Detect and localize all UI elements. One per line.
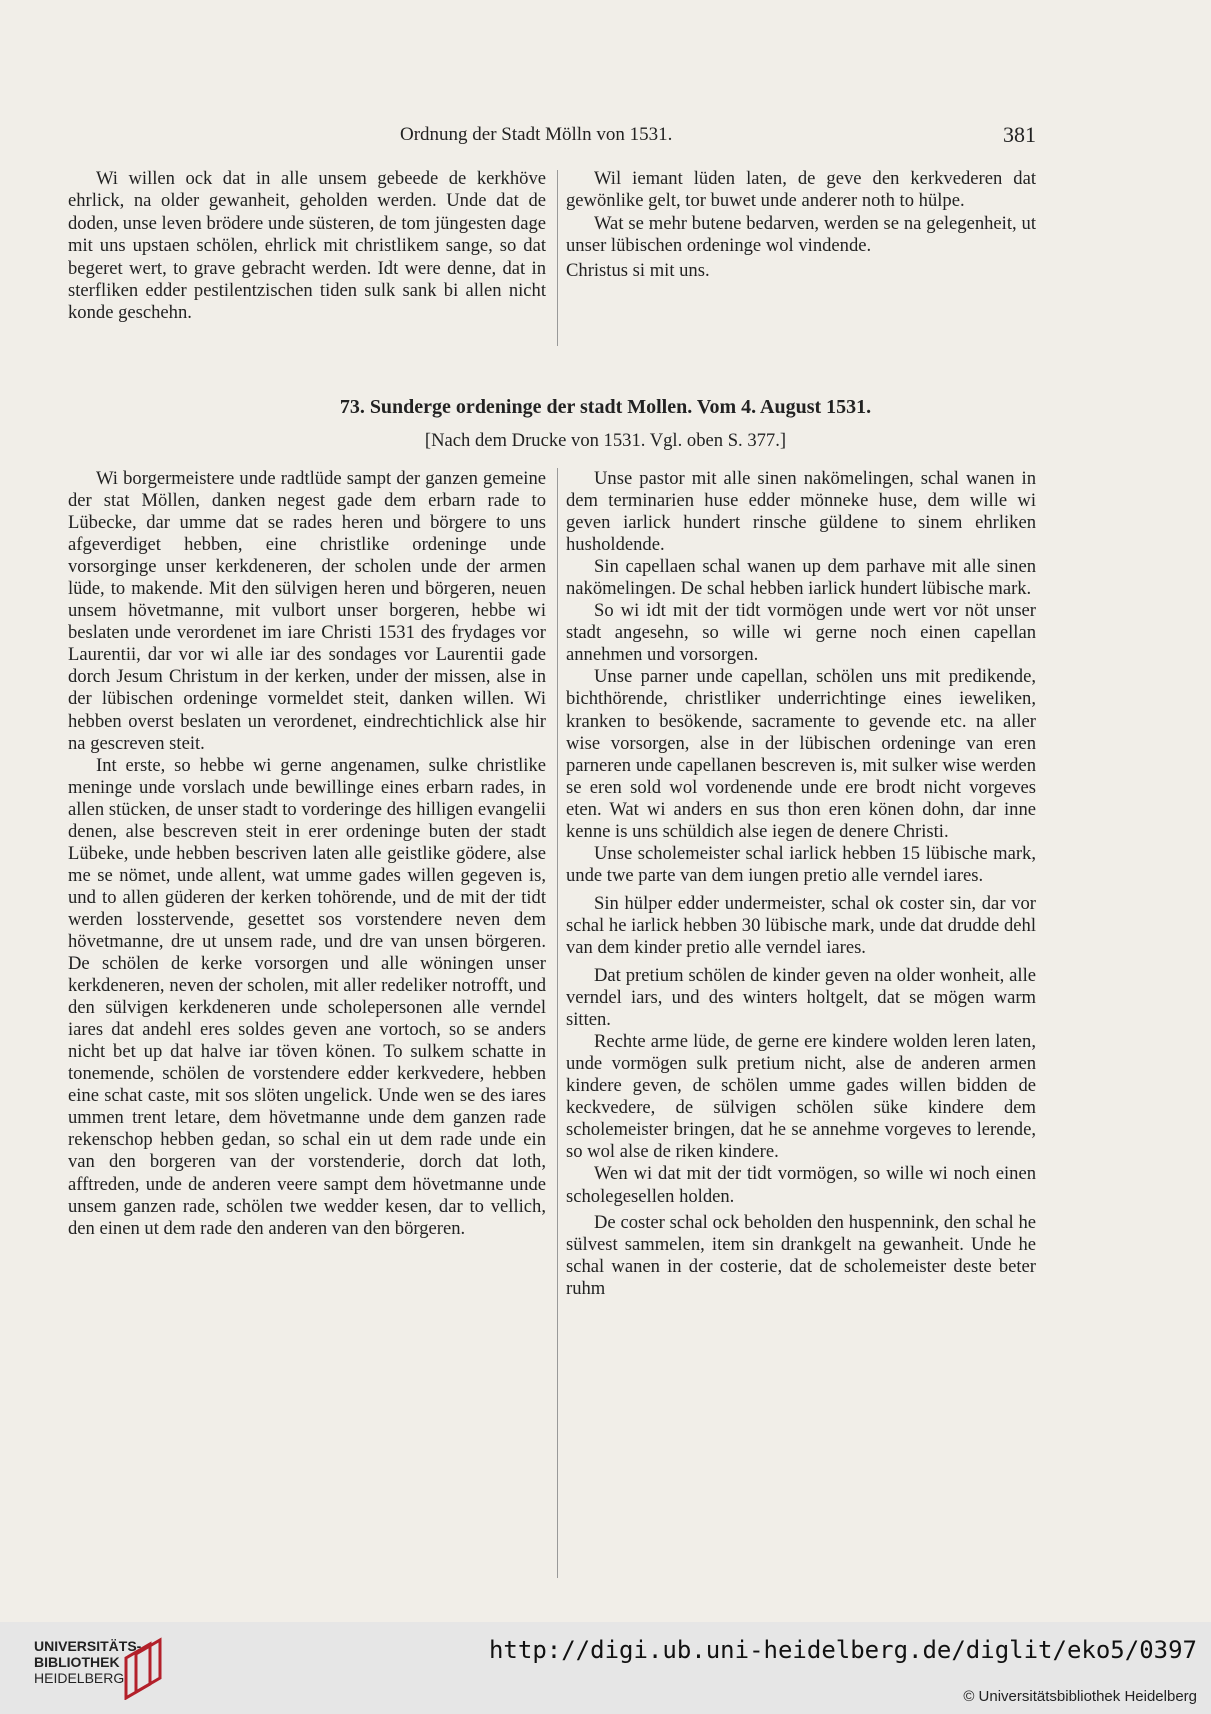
library-logo-icon bbox=[120, 1636, 168, 1700]
paragraph: De coster schal ock beholden den huspennink, den schal he sülvest sammelen, item sin drankgelt na gewanheit. Unde he schal wanen in der costerie, dat de scholemeister deste beter ruhm bbox=[566, 1211, 1036, 1299]
permalink-url[interactable]: http://digi.ub.uni-heidelberg.de/diglit/eko5/0397 bbox=[488, 1636, 1197, 1664]
column-divider bbox=[557, 468, 558, 1578]
paragraph: Sin hülper edder undermeister, schal ok coster sin, dar vor schal he iarlick hebben 30 lübische mark, unde dat drudde dehl van dem kinder pretio alle verndel iares. bbox=[566, 892, 1036, 958]
logo-line: UNIVERSITÄTS- bbox=[34, 1638, 142, 1654]
library-footer bbox=[0, 1622, 1211, 1714]
copyright-notice: © Universitätsbibliothek Heidelberg bbox=[963, 1688, 1197, 1705]
section-source-note: [Nach dem Drucke von 1531. Vgl. oben S. 377.] bbox=[424, 430, 787, 451]
paragraph: Unse parner unde capellan, schölen uns mit predikende, bichthörende, christliker underrichtinge eines ieweliken, kranken to besökende, sacramente to gevende etc. na aller wise vorsorgen, alse in der lübischen ordeninge van eren parneren unde capellanen bescreven is, mit sulker wise werden se eren sold wol vordenende unde ere brodt nicht vorgeves eten. Wat wi anders en sus thon eren könen dohn, dar inne kenne is uns schüldich alse iegen de denere Christi. bbox=[566, 666, 1036, 842]
paragraph: Wi willen ock dat in alle unsem gebeede de kerkhöve ehrlick, na older gewanheit, geholden werden. Unde dat de doden, unse leven brödere unde süsteren, de tom jüngesten dage mit uns upstaen schölen, ehrlick mit christlikem sange, so dat begeret wert, to grave gebracht werden. Idt were denne, dat in sterfliken edder pestilentzischen tiden sulk sank bi allen nicht konde geschehn. bbox=[68, 168, 546, 324]
paragraph: Unse scholemeister schal iarlick hebben 15 lübische mark, unde twe parte van dem iungen pretio alle verndel iares. bbox=[566, 842, 1036, 886]
running-title: Ordnung der Stadt Mölln von 1531. bbox=[400, 124, 673, 145]
paragraph: Wil iemant lüden laten, de geve den kerkvederen dat gewönlike gelt, tor buwet unde anderer noth to hülpe. bbox=[566, 168, 1036, 212]
paragraph: Dat pretium schölen de kinder geven na older wonheit, alle verndel iars, und des winters holtgelt, dat se mögen warm sitten. bbox=[566, 965, 1036, 1031]
paragraph: Wen wi dat mit der tidt vormögen, so wille wi noch einen scholegesellen holden. bbox=[566, 1163, 1036, 1207]
top-right-column bbox=[566, 168, 1036, 282]
top-left-column bbox=[68, 168, 546, 325]
page-number: 381 bbox=[1003, 122, 1036, 147]
paragraph: Wi borgermeistere unde radtlüde sampt der ganzen gemeine der stat Möllen, danken negest gade dem erbarn rade to Lübecke, dar umme dat se rades heren und börgere to uns afgeverdiget hebben, eine christlike ordeninge unde vorsorginge unser kerkdeneren, der scholen unde der armen lüde, to makende. Mit den sülvigen heren und börgeren, neuen unsem hövetmanne, mit vulbort unser borgeren, hebbe wi beslaten unde verordenet im iare Christi 1531 des frydages vor Laurentii, dar vor wi alle iar des sondages vor Laurentii gade dorch Jesum Christum in der kerken, under der missen, alse in der lübischen ordeninge vormeldet steit, danken willen. Wi hebben overst beslaten un verordenet, eindrechtichlick alse hir na gescreven steit. bbox=[68, 468, 546, 754]
paragraph: Unse pastor mit alle sinen nakömelingen, schal wanen in dem terminarien huse edder mönneke huse, dem wille wi geven iarlick hundert rinsche güldene to sinem ehrliken husholdende. bbox=[566, 468, 1036, 556]
paragraph: Int erste, so hebbe wi gerne angenamen, sulke christlike meninge unde vorslach unde bewillinge eines erbarn rades, in allen stücken, de unser stadt to vorderinge des hilligen evangelii denen, alse bescreven steit in erer ordeninge buten der stadt Lübeke, unde hebben bescriven laten alle geistlike gödere, alse me se nömet, unde allent, wat umme gades willen gegeven is, und to allen güderen der kerken tohörende, und de mit der tidt werden losstervende, gesettet sos vorstendere neven dem hövetmanne, dre ut unsem rade, und dre van unsen börgeren. De schölen de kerke vorsorgen und alle wöningen unser kerkdeneren, neven der scholen, mit aller redeliker notrofft, und den sülvigen kerkdeneren unde scholepersonen alle verndel iares dat andehl eres soldes geven ane vortoch, so se anders nicht bet up dat halve iar töven könen. To sulkem schatte in tonemende, schölen de vorstendere edder kerkvedere, hebben eine schat caste, mit sos slöten ungelick. Unde wen se des iares ummen trent letare, dem hövetmanne unde dem ganzen rade rekenschop hebben gedan, so schal ein ut dem rade unde ein van den borgeren van der vorstenderie, dorch dat loth, afftreden, unde de anderen veere sampt dem hövetmanne unde unsem ganzen rade, schölen twe wedder kesen, dar to vellich, den einen ut dem rade den anderen van den börgeren. bbox=[68, 754, 546, 1239]
paragraph: So wi idt mit der tidt vormögen unde wert vor nöt unser stadt angesehn, so wille wi gerne noch einen capellan annehmen und vorsorgen. bbox=[566, 600, 1036, 666]
paragraph: Rechte arme lüde, de gerne ere kindere wolden leren laten, unde vormögen sulk pretium nicht, alse de anderen armen kindere geven, de schölen umme gades willen bidden de keckvedere, de sülvigen schölen süke kindere dem scholemeister bringen, dat he se annehme vorgeves to lerende, so wol alse de riken kindere. bbox=[566, 1031, 1036, 1163]
column-divider bbox=[557, 170, 558, 346]
main-left-column bbox=[68, 468, 546, 1240]
main-right-column bbox=[566, 468, 1036, 1300]
paragraph: Sin capellaen schal wanen up dem parhave mit alle sinen nakömelingen. De schal hebben iarlick hundert lübische mark. bbox=[566, 556, 1036, 600]
paragraph: Wat se mehr butene bedarven, werden se na gelegenheit, ut unser lübischen ordeninge wol vindende. bbox=[566, 212, 1036, 257]
section-heading: 73. Sunderge ordeninge der stadt Mollen. Vom 4. August 1531. bbox=[339, 396, 872, 418]
logo-line: BIBLIOTHEK bbox=[34, 1654, 120, 1670]
logo-line: HEIDELBERG bbox=[34, 1670, 125, 1686]
closing-line: Christus si mit uns. bbox=[566, 259, 710, 281]
